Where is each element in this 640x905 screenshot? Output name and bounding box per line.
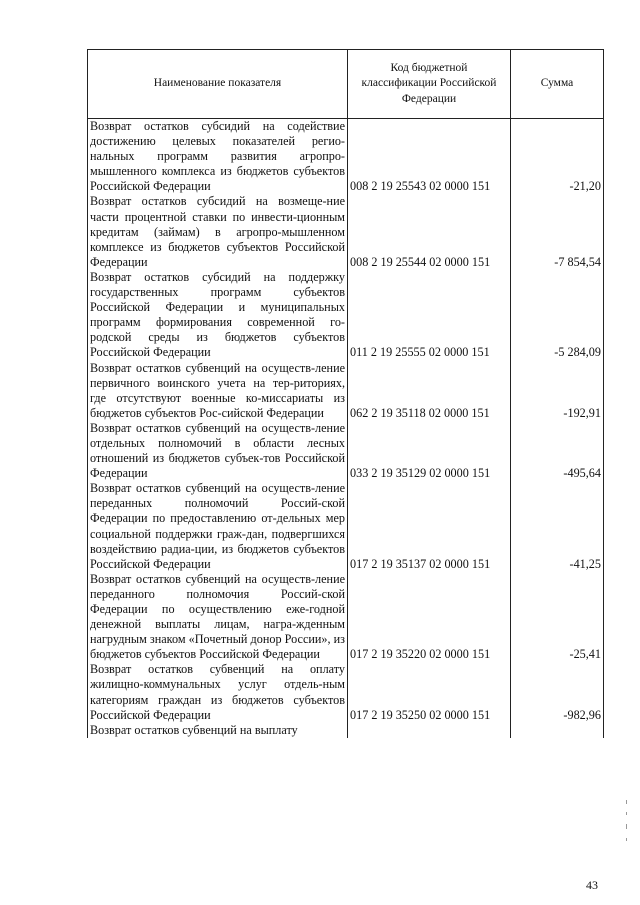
row-sum: -7 854,54 bbox=[511, 194, 604, 269]
row-code: 033 2 19 35129 02 0000 151 bbox=[348, 421, 511, 481]
table-header bbox=[88, 50, 604, 119]
row-sum: -495,64 bbox=[511, 421, 604, 481]
row-code: 017 2 19 35220 02 0000 151 bbox=[348, 572, 511, 663]
row-code: 008 2 19 25543 02 0000 151 bbox=[348, 119, 511, 195]
row-sum: -41,25 bbox=[511, 481, 604, 572]
row-name: Возврат остатков субвенций на осуществ-ление первичного воинского учета на тер-риториях, где отсутствуют военные ко-миссариаты из бюджетов субъектов Рос-сийской Федерации bbox=[88, 361, 348, 421]
row-name: Возврат остатков субвенций на осуществ-ление переданного полномочия Россий-ской Федерации по осуществлению еже-годной денежной выплаты лицам, награ-жденным нагрудным знаком «Почетный донор России», из бюджетов субъектов Российской Федерации bbox=[88, 572, 348, 663]
row-sum bbox=[511, 723, 604, 738]
row-code bbox=[348, 723, 511, 738]
row-sum: -21,20 bbox=[511, 119, 604, 195]
row-name: Возврат остатков субсидий на содействие достижению целевых показателей регио-нальных программ развития агропро-мышленного комплекса из бюджетов субъектов Российской Федерации bbox=[88, 119, 348, 195]
scan-mark bbox=[626, 838, 627, 841]
row-name: Возврат остатков субвенций на оплату жилищно-коммунальных услуг отдель-ным категориям граждан из бюджетов субъектов Российской Федерации bbox=[88, 662, 348, 722]
table-row bbox=[88, 194, 604, 269]
row-code: 062 2 19 35118 02 0000 151 bbox=[348, 361, 511, 421]
row-code: 008 2 19 25544 02 0000 151 bbox=[348, 194, 511, 269]
table-row bbox=[88, 572, 604, 663]
row-name: Возврат остатков субвенций на выплату bbox=[88, 723, 348, 738]
scan-mark bbox=[626, 800, 627, 804]
table-row bbox=[88, 723, 604, 738]
row-sum: -5 284,09 bbox=[511, 270, 604, 361]
table-row bbox=[88, 662, 604, 722]
row-sum: -192,91 bbox=[511, 361, 604, 421]
table-row bbox=[88, 481, 604, 572]
row-name: Возврат остатков субсидий на возмеще-ние части процентной ставки по инвести-ционным кредитам (займам) в агропро-мышленном комплексе из бюджетов субъектов Российской Федерации bbox=[88, 194, 348, 269]
row-sum: -25,41 bbox=[511, 572, 604, 663]
row-name: Возврат остатков субсидий на поддержку государственных программ субъектов Российской Федерации и муниципальных программ формирования современной го-родской среды из бюджетов субъектов Российской Федерации bbox=[88, 270, 348, 361]
row-code: 017 2 19 35250 02 0000 151 bbox=[348, 662, 511, 722]
page-number: 43 bbox=[586, 878, 598, 892]
header-code: Код бюджетной классификации Российской Федерации bbox=[348, 50, 511, 119]
row-name: Возврат остатков субвенций на осуществ-ление переданных полномочий Россий-ской Федерации по предоставлению от-дельных мер социальной поддержки граж-дан, подвергшихся воздействию радиа-ции, из бюджетов субъектов Российской Федерации bbox=[88, 481, 348, 572]
budget-table bbox=[87, 49, 604, 738]
header-sum: Сумма bbox=[511, 50, 604, 119]
row-code: 017 2 19 35137 02 0000 151 bbox=[348, 481, 511, 572]
row-name: Возврат остатков субвенций на осуществ-ление отдельных полномочий в области лесных отношений из бюджетов субъек-тов Российской Федерации bbox=[88, 421, 348, 481]
row-sum: -982,96 bbox=[511, 662, 604, 722]
table-row bbox=[88, 119, 604, 195]
table-row bbox=[88, 361, 604, 421]
scan-mark bbox=[626, 824, 627, 829]
header-name: Наименование показателя bbox=[88, 50, 348, 119]
scan-mark bbox=[626, 812, 627, 815]
row-code: 011 2 19 25555 02 0000 151 bbox=[348, 270, 511, 361]
table-row bbox=[88, 421, 604, 481]
table-row bbox=[88, 270, 604, 361]
